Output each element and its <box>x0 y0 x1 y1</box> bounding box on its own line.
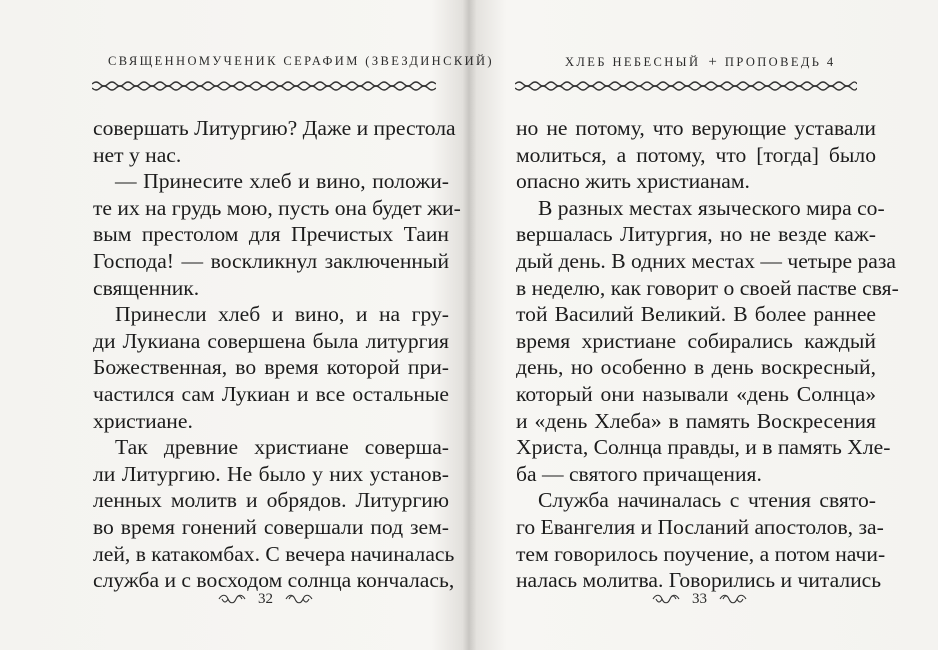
text-line: в неделю, как говорит о своей пастве свя- <box>516 275 899 300</box>
header-ornament <box>515 80 857 92</box>
running-head: СВЯЩЕННОМУЧЕНИК СЕРАФИМ (ЗВЕЗДИНСКИЙ) <box>108 54 494 68</box>
text-line: ди Лукиана совершена была литургия <box>93 328 449 353</box>
right-page <box>469 0 938 650</box>
text-line: Принесли хлеб и вино, и на гру- <box>115 302 449 327</box>
braid-ornament <box>92 80 436 92</box>
text-line: но не потому, что верующие уставали <box>516 116 876 140</box>
text-line: во время гонений совершали под зем- <box>93 514 449 539</box>
text-line: Божественная, во время которой при- <box>93 355 449 380</box>
page-number: 32 <box>258 590 273 607</box>
text-line: время христиане собирались каждый <box>516 328 876 353</box>
text-line: христиане. <box>93 408 193 433</box>
text-line: совершать Литургию? Даже и престола <box>93 116 456 140</box>
text-line: той Василий Великий. В более раннее <box>516 302 876 327</box>
text-line: день, но особенно в день воскресный, <box>516 355 876 380</box>
text-line: ба — святого причащения. <box>516 461 762 486</box>
text-line: тем говорилось поучение, а потом начи- <box>516 541 886 566</box>
running-head-section: ПРОПОВЕДЬ 4 <box>724 55 836 69</box>
left-flourish-icon <box>218 593 248 605</box>
text-line: — Принесите хлеб и вино, положи- <box>115 169 449 194</box>
running-head <box>565 54 836 71</box>
text-line: те их на грудь мою, пусть она будет жи- <box>93 195 461 220</box>
text-line: Так древние христиане соверша- <box>115 435 449 460</box>
text-line: нет у нас. <box>93 142 182 167</box>
text-line: вершалась Литургия, но не везде каж- <box>516 222 876 247</box>
text-line: молиться, а потому, что [тогда] было <box>516 142 876 167</box>
page-number: 33 <box>692 590 707 607</box>
page-footer <box>218 589 313 609</box>
text-line: опасно жить христианам. <box>516 169 750 194</box>
text-line: ли Литургию. Не было у них установ- <box>93 461 449 486</box>
text-line: го Евангелия и Посланий апостолов, за- <box>516 514 884 539</box>
text-line: частился сам Лукиан и все остальные <box>93 381 449 406</box>
body-text <box>93 115 461 594</box>
header-ornament <box>92 80 436 92</box>
text-line: лей, в катакомбах. С вечера начиналась <box>93 541 455 566</box>
text-line: Служба начиналась с чтения свято- <box>538 488 876 513</box>
text-line: ленных молитв и обрядов. Литургию <box>93 488 449 513</box>
text-line: В разных местах языческого мира со- <box>538 195 885 220</box>
text-line: и «день Хлеба» в память Воскресения <box>516 408 876 433</box>
text-line: Христа, Солнца правды, и в память Хле- <box>516 435 891 460</box>
text-line: дый день. В одних местах — четыре раза <box>516 248 896 273</box>
running-head-title: ХЛЕБ НЕБЕСНЫЙ <box>565 55 701 69</box>
text-line: налась молитва. Говорились и читались <box>516 568 882 593</box>
right-flourish-icon <box>717 593 747 605</box>
text-line: служба и с восходом солнца кончалась, <box>93 568 455 593</box>
right-flourish-icon <box>283 593 313 605</box>
text-line: который они называли «день Солнца» <box>516 381 876 406</box>
body-text <box>516 115 899 594</box>
text-line: священник. <box>93 275 200 300</box>
text-line: Господа! — воскликнул заключенный <box>93 248 449 273</box>
left-flourish-icon <box>652 593 682 605</box>
page-footer <box>652 589 747 609</box>
text-line: вым престолом для Пречистых Таин <box>93 222 449 247</box>
cross-separator: + <box>708 54 717 70</box>
braid-ornament <box>515 80 857 92</box>
